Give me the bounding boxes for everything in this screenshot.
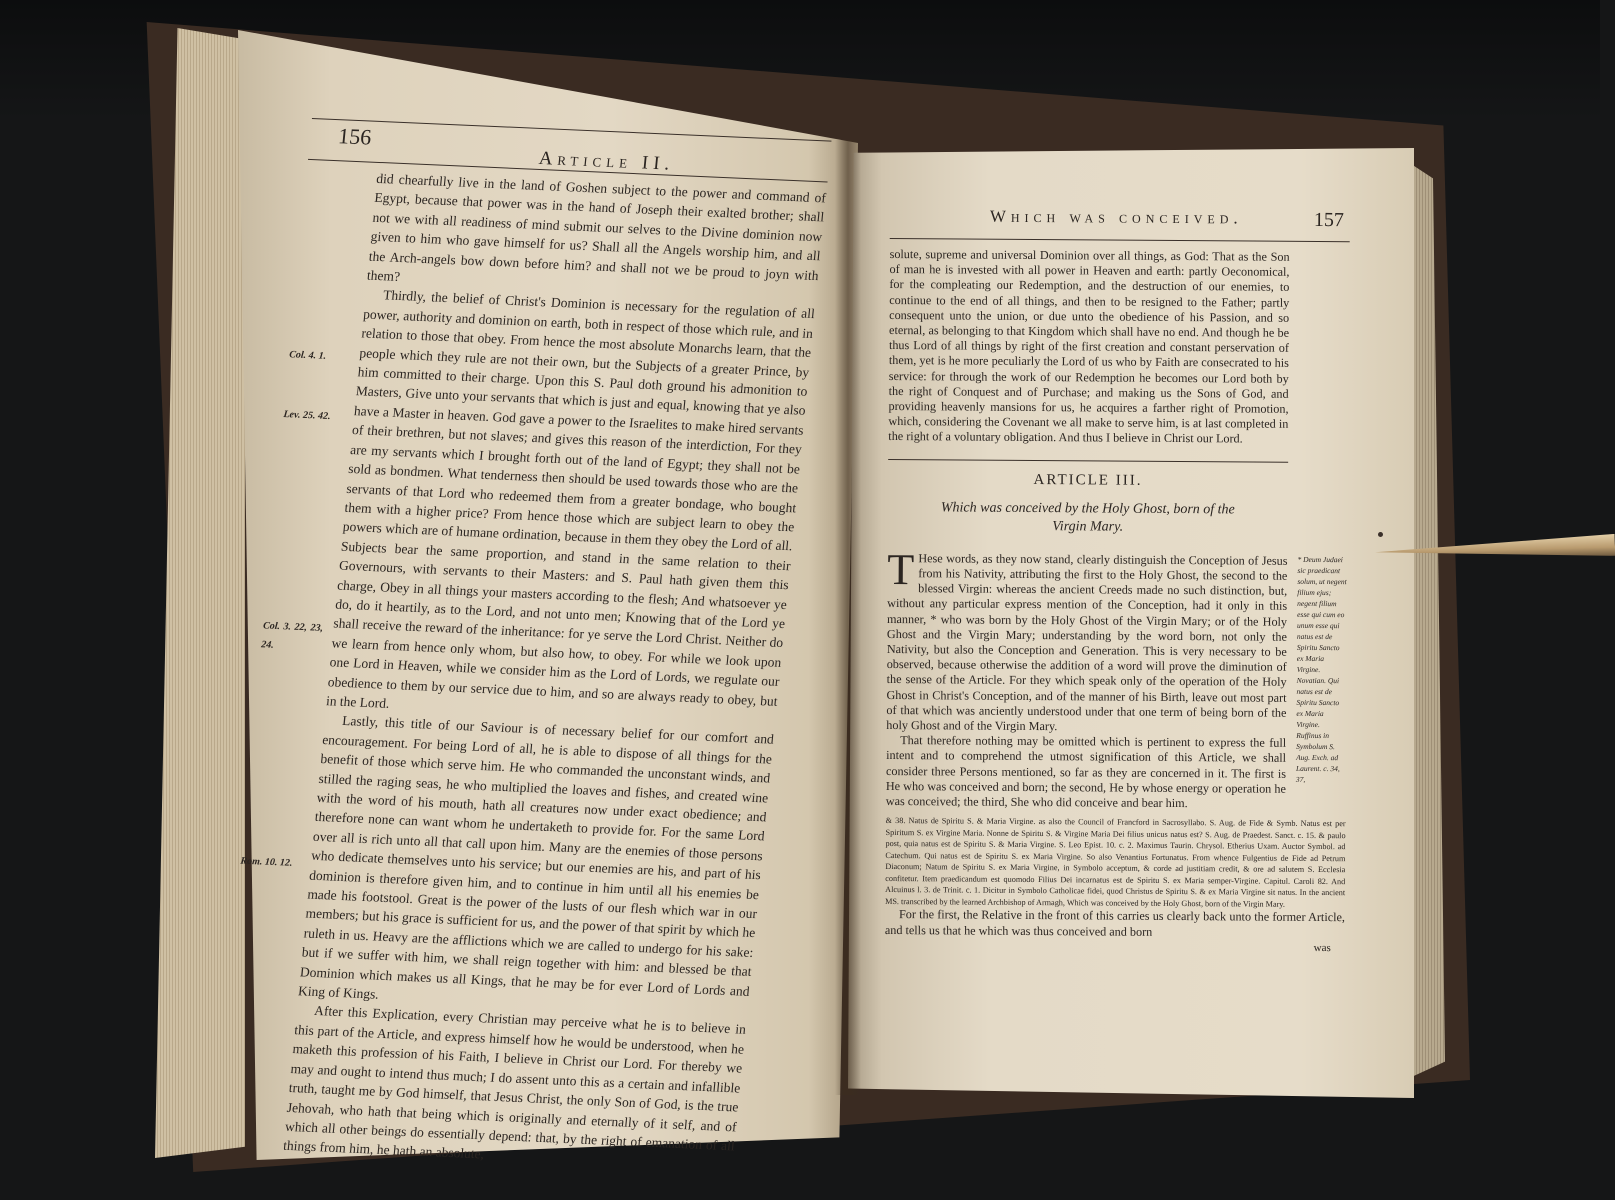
drop-cap: T	[887, 544, 915, 595]
page-number-left: 156	[337, 123, 373, 150]
paragraph: Thirdly, the belief of Christ's Dominion is necessary for the regulation of all power, authority and dominion on earth, both in respect of those which rule, and in relation to those that obey. From hence the most absolute Monarchs learn, that the people which they rule are not their own, but the Subjects of a greater Prince, by him committed to their charge. Upon this S. Paul doth ground his admonition to Masters, Give unto your servants that which is just and equal, knowing that ye also have a Master in heaven. God gave a power to the Israelites to make hired servants of their brethren, but not slaves; and gives this reason of the interdiction, For they are my servants which I brought forth out of the land of Egypt; they shall not be sold as bondmen. What tenderness then should be used towards those who are the servants of that Lord who redeemed them from a greater bondage, who bought them with a higher price? From hence those which are subject learn to obey the powers which are of humane ordination, because in them they obey the Lord of all. Subjects bear the same proportion, and stand in the same relation to their Governours, with servants to their Masters: and S. Paul hath given them this charge, Obey in all things your masters according to the flesh; And whatsoever ye do, do it heartily, as to the Lord, and not unto men; Knowing that of the Lord ye shall receive the reward of the inheritance: for ye serve the Lord Christ. Neither do we learn from hence only whom, but also how, to obey. For while we look upon one Lord in Heaven, while we consider him as the Lord of Lords, we regulate our obedience to them by our service due to him, and so are always ready to obey, but in the Lord.	[325, 287, 816, 711]
paragraph: That therefore nothing may be omitted which is pertinent to express the full intent and to comprehend the utmost signification of this Article, we shall consider three Persons mentioned, so far as they are concerned in it. The first is He who was conceived and born; the second, He by whose energy or operation he was conceived; the third, She who did conceive and bear him.	[885, 733, 1287, 811]
section-divider	[888, 459, 1288, 463]
paragraph: Hese words, as they now stand, clearly distinguish the Conception of Jesus from his Nativity, attributing the first to the Holy Ghost, the second to the blessed Virgin: whereas the ancient Creeds made no such distinction, but, without any particular express mention of the Conception, had it only in this manner, * who was born by the Holy Ghost of the Virgin Mary; or of the Holy Ghost and the Virgin Mary; understanding by the word born, not only the Nativity, but also the Conception and Generation. This is very necessary to be observed, because otherwise the addition of a word will prove the diminution of the sense of the Article. For they which speak only of the operation of the Holy Ghost in Christ's Conception, and of the manner of his Birth, leave out most part of that which was anciently understood under that one term of being born of the holy Ghost and of the Virgin Mary.	[886, 551, 1288, 734]
margin-note-lev-25: Lev. 25. 42.	[282, 409, 332, 423]
running-head-right: Which was conceived.	[989, 206, 1243, 228]
left-page-text	[222, 118, 832, 1162]
paragraph-closing: For the first, the Relative in the front of this carries us clearly back unto the former Article, and tells us that he which was thus conceived and born	[884, 907, 1346, 939]
paragraph-continuation: solute, supreme and universal Dominion over all things, as God: That as the Son of man he is invested with all power in Heaven and earth: partly Oeconomical, for the compleating our Redemption, and the destruction of our enemies, to continue to the end of all things, and then to be resigned to the Father; partly consequent unto the union, or due unto the obedience of his Passion, and so eternal, as belonging to that Kingdom which shall have no end. And though he be thus Lord of all things by right of the first creation and constant perservation of them, yet is he more peculiarly the Lord of us who by Faith are consecrated to his service: for through the work of our Redemption he becomes our Lord both by the right of Conquest and of Purchase; and making us the Sons of God, and providing heavenly mansions for us, he acquires a farther right of Promotion, which, considering the Covenant we all make to serve him, is at last completed in the right of a voluntary obligation. And thus I believe in Christ our Lord.	[888, 246, 1290, 446]
margin-note-col-3: Col. 3. 22, 23, 24.	[260, 620, 324, 652]
article-subtitle: Which was conceived by the Holy Ghost, born of the Virgin Mary.	[940, 500, 1235, 535]
right-page-text	[884, 198, 1350, 1081]
catchword: was	[1313, 941, 1331, 954]
paragraph: Lastly, this title of our Saviour is of necessary belief for our comfort and encouragement. For being Lord of all, he is able to dispose of all things for the benefit of those which serve him. He who commanded the unconstant winds, and stilled the raging seas, he who multiplied the loaves and fishes, and created wine with the word of his mouth, hath all creatures now under exact obedience; and therefore none can want whom he undertaketh to provide for. For the same Lord over all is rich unto all that call upon him. Many are the enemies of those persons who dedicate themselves unto his service; but our enemies are his, and part of his dominion is therefore given him, and to continue in him until all his enemies be made his footstool. Great is the power of the lusts of our flesh which war in our members; but his grace is sufficient for us, and the power of that spirit by which he ruleth in us. Heavy are the afflictions which we are called to undergo for his sake: but if we suffer with him, we shall reign together with him: and blessed be that Dominion which makes us all Kings, that he may be for ever Lord of Lords and King of Kings.	[297, 713, 775, 1002]
book-gutter	[835, 140, 861, 1095]
margin-note-rom-10: Rom. 10. 12.	[239, 855, 293, 869]
paragraph: did chearfully live in the land of Goshen subject to the power and command of Egypt, because that power was in the hand of Joseph their exalted brother; shall not we with all readiness of mind submit our selves to the Divine dominion now given to him who gave himself for us? Shall all the Angels worship him, and all the Arch-angels bow down before him? and shall not we be proud to joyn with them?	[366, 170, 827, 284]
article-title: ARTICLE III.	[1033, 471, 1143, 489]
marginal-note: * Deum Judaei sic praedicant solum, ut negent filium ejus; negent filium esse qui cum eo unum esse qui natus est de Spiritu Sancto ex Maria Virgine. Novatian. Qui natus est de Spiritu Sancto ex Maria Virgine. Ruffinus in Symbolum S. Aug. Exch. ad Laurent. c. 34, 37,	[1295, 554, 1347, 784]
left-page-body	[212, 166, 826, 1175]
page-mark	[1378, 532, 1383, 537]
right-page-body	[885, 247, 1350, 956]
paragraph: After this Explication, every Christian may perceive what he is to believe in this part of the Article, and express himself how he would be understood, when he maketh this profession of his Faith, I believe in Christ our Lord. For thereby we may and ought to intend thus much; I do assent unto this as a certain and infallible truth, taught me by God himself, that Jesus Christ, the only Son of God, is the true Jehovah, who hath that being which is originally and eternally of it self, and of which all other beings do essentially depend: that, by the right of emanation of all things from him, he hath an absolute,	[282, 1003, 747, 1162]
right-page-header	[890, 198, 1350, 242]
page-number-right: 157	[1313, 208, 1344, 232]
article-main-text	[885, 544, 1288, 812]
running-head-left: Article II.	[537, 147, 676, 175]
margin-note-col-4: Col. 4. 1.	[288, 349, 327, 362]
footnote: & 38. Natus de Spiritu S. & Maria Virgine. as also the Council of Francford in Sacrosyllabo. S. Aug. de Fide & Symb. Natus est per Spiritum S. ex Virgine Maria. Nonne de Spiritu S. & Virgine Maria Dei filius unicus natus est? S. Aug. de Praedest. Sanct. c. 15. & paulo post, quia natus est de Spiritu S. & Maria Virgine. S. Leo Epist. 10. c. 2. Maximus Taurin. Chrysol. Etherius Uxam. Auctor Symbol. ad Catechum. Qui natus est de Spiritu S. ex Maria Virgine. So also Venantius Fortunatus. From whence Fulgentius de Fide ad Petrum Diaconum; Natum de Spiritu S. ex Maria Virgine, in Symbolo acceptum, & corde ad justitiam credit, & ore ad salutem S. Ecclesia confitetur. Item praedicandum est quomodo Filius Dei incarnatus est de Spiritu S. ex Maria semper-Virgine. Capitul. Caroli 82. And Alcuinus l. 3. de Trinit. c. 1. Dicitur in Symbolo Catholicae fidei, quod Christus de Spiritu S. & ex Maria Virgine sit natus. In the ancient MS. transcribed by the learned Archbishop of Armagh, Which was conceived by the Holy Ghost, born of the Virgin Mary.	[885, 816, 1346, 909]
